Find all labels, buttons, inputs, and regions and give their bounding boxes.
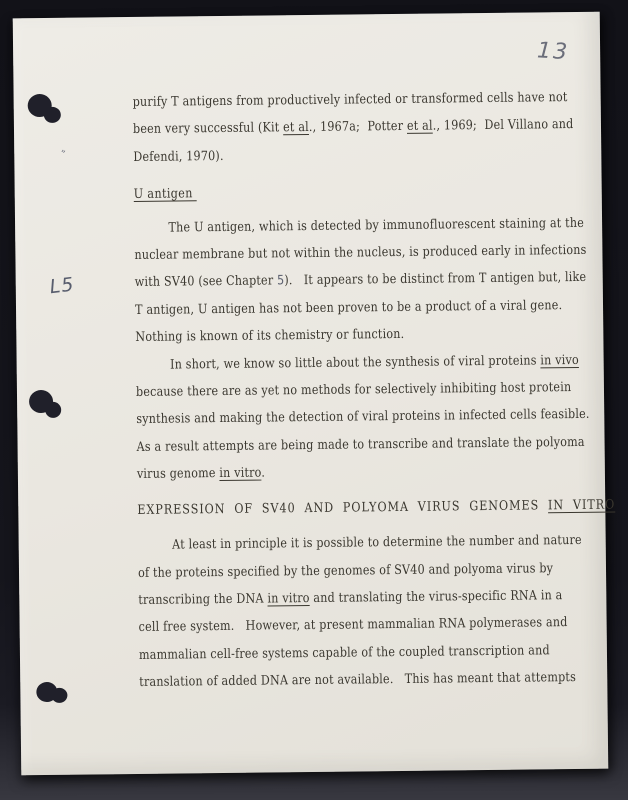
typewritten-text (133, 84, 618, 697)
underlined-text: in vitro (267, 590, 310, 607)
text-segment: of the proteins specified by the genomes of SV40 and polyoma virus by (137, 560, 554, 581)
handwritten-char: 5 (276, 273, 285, 289)
section-heading-expression (137, 491, 615, 524)
text-segment: In short, we know so little about the synthesis of viral proteins (169, 353, 541, 373)
text-segment: ., 1969; Del Villano and (432, 117, 574, 135)
section-heading-u-antigen (134, 176, 612, 209)
text-line (139, 664, 617, 697)
text-segment: nuclear membrane but not within the nucleus, is produced early in infections (134, 242, 587, 264)
paragraph-continuation (133, 84, 612, 172)
text-segment: T antigen, U antigen has not been proven to be a product of a viral gene. (134, 297, 563, 318)
text-segment: ., 1967a; Potter (308, 119, 408, 136)
text-segment: with SV40 (see Chapter (134, 273, 278, 291)
text-segment: purify T antigens from productively infected or transformed cells have not (132, 90, 568, 110)
text-segment: As a result attempts are being made to transcribe and translate the polyoma (136, 434, 585, 455)
text-line (133, 111, 611, 144)
document-page (13, 12, 616, 776)
text-segment: Defendi, 1970). (133, 148, 224, 165)
text-segment: been very successful (Kit (132, 120, 284, 138)
text-segment: synthesis and making the detection of viral proteins in infected cells feasible. (136, 407, 590, 428)
ink-blot-circle (45, 402, 61, 418)
ink-blot-circle (51, 688, 67, 703)
text-line (135, 291, 613, 324)
underlined-text: et al (406, 119, 433, 135)
text-line (133, 138, 611, 171)
text-segment: virus genome (136, 466, 220, 483)
text-line (136, 428, 614, 461)
ink-blot-circle (44, 107, 61, 123)
text-segment: At least in principle it is possible to determine the number and nature (172, 533, 582, 553)
text-segment: transcribing the DNA (138, 591, 268, 608)
handwritten-page-number: 13 (536, 38, 570, 66)
underlined-text: et al (283, 120, 309, 136)
handwritten-margin-note: L5 (48, 273, 76, 299)
text-line (134, 176, 612, 209)
text-segment: The U antigen, which is detected by immunofluorescent staining at the (168, 215, 585, 236)
text-segment: cell free system. However, at present mammalian RNA polymerases and (138, 615, 568, 636)
text-segment: because there are as yet no methods for selectively inhibiting host protein (135, 380, 572, 401)
paragraph-u-antigen (134, 209, 613, 351)
paragraph-at-least (138, 527, 618, 697)
text-segment: . (261, 465, 266, 481)
text-segment: and translating the virus-specific RNA in a (309, 588, 563, 606)
text-segment: translation of added DNA are not available. This has meant that attempts (139, 670, 577, 691)
pencil-tick-mark: ʺ (57, 149, 66, 162)
text-segment: EXPRESSION OF SV40 AND POLYOMA VIRUS GENOMES (137, 498, 549, 518)
underlined-text: U antigen (133, 186, 197, 203)
underlined-text: in vitro (219, 465, 262, 482)
paragraph-in-short (136, 346, 615, 488)
text-segment: Nothing is known of its chemistry or function. (135, 327, 405, 346)
text-segment: ). It appears to be distinct from T antigen but, like (284, 270, 587, 289)
underlined-text: IN VITRO (547, 497, 616, 513)
text-line (137, 456, 615, 489)
text-segment: mammalian cell-free systems capable of the coupled transcription and (138, 643, 550, 663)
text-line (137, 491, 615, 524)
underlined-text: in vivo (540, 352, 579, 369)
